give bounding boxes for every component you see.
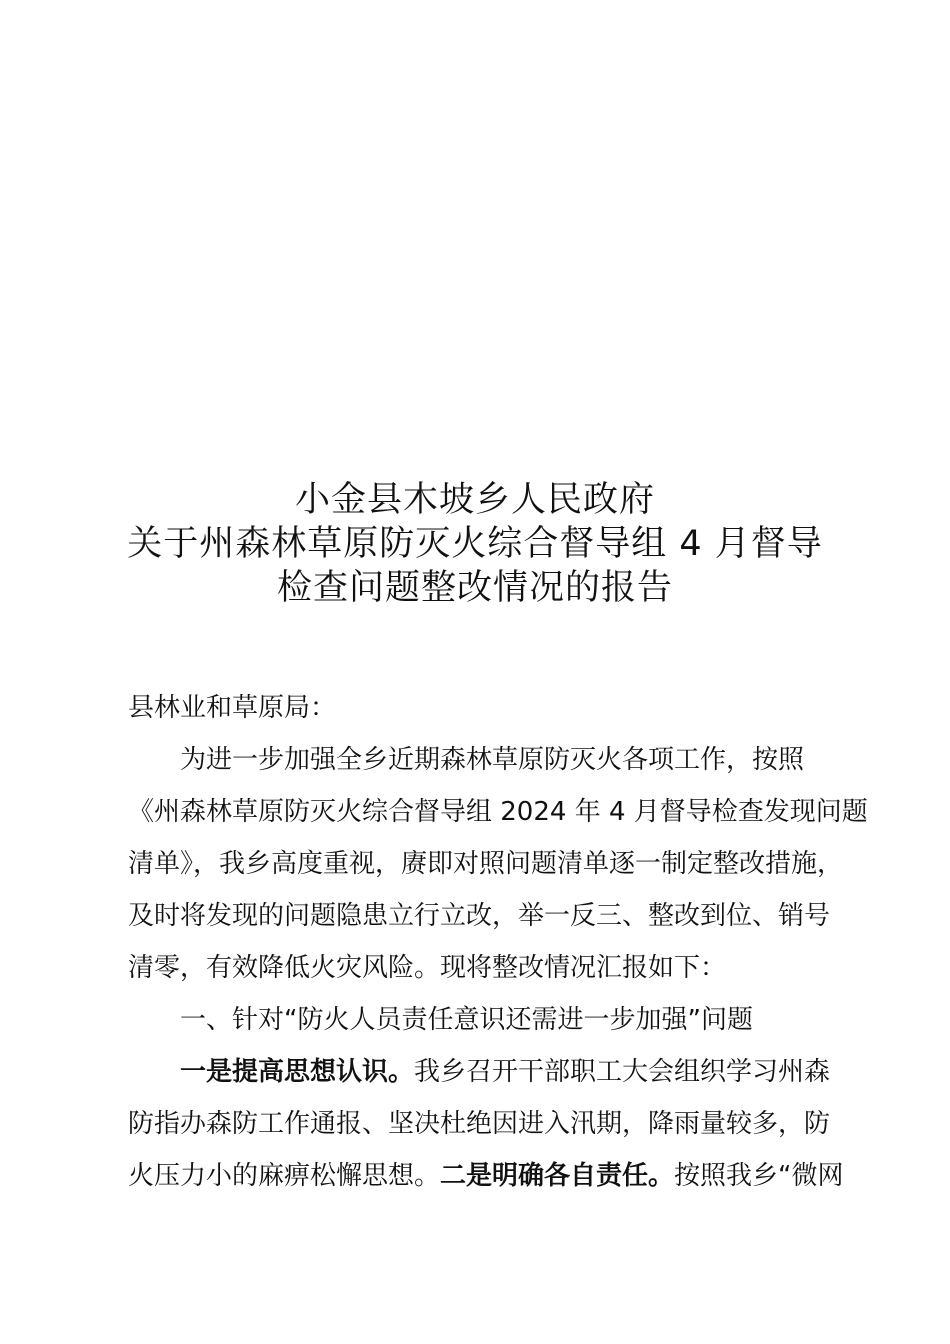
point-one-label: 一是提高思想认识。 [180,1057,415,1087]
title-line-1: 小金县木坡乡人民政府 [294,480,655,520]
document-title [0,478,950,610]
salutation: 县林业和草原局： [128,693,337,723]
section-1-paragraph [128,1046,844,1202]
section-1-heading: 一、针对“防火人员责任意识还需进一步加强”问题 [180,1005,753,1035]
intro-line-3: 清单》，我乡高度重视，赓即对照问题清单逐一制定整改措施， [128,849,844,879]
section-1-line-3 [128,1150,844,1202]
section-1-line-2: 防指办森防工作通报、坚决杜绝因进入汛期，降雨量较多，防 [128,1109,831,1139]
intro-line-2: 《州森林草原防灭火综合督导组 2024 年 4 月督导检查发现问题 [128,797,868,827]
point-two-label: 二是明确各自责任。 [440,1161,675,1191]
intro-paragraph [128,734,868,994]
document-body [128,682,868,1202]
intro-line-5: 清零，有效降低火灾风险。现将整改情况汇报如下： [128,953,727,983]
intro-line-1: 为进一步加强全乡近期森林草原防灭火各项工作，按照 [180,745,805,775]
title-line-2: 关于州森林草原防灭火综合督导组 4 月督导 [127,524,823,564]
title-line-3: 检查问题整改情况的报告 [276,568,673,608]
point-two-text: 按照我乡“微网 [674,1161,844,1191]
intro-line-4: 及时将发现的问题隐患立行立改，举一反三、整改到位、销号 [128,901,831,931]
section-1-line-1 [128,1046,838,1098]
point-one-text: 我乡召开干部职工大会组织学习州森 [414,1057,831,1087]
point-one-tail: 火压力小的麻痹松懈思想。 [128,1161,441,1191]
